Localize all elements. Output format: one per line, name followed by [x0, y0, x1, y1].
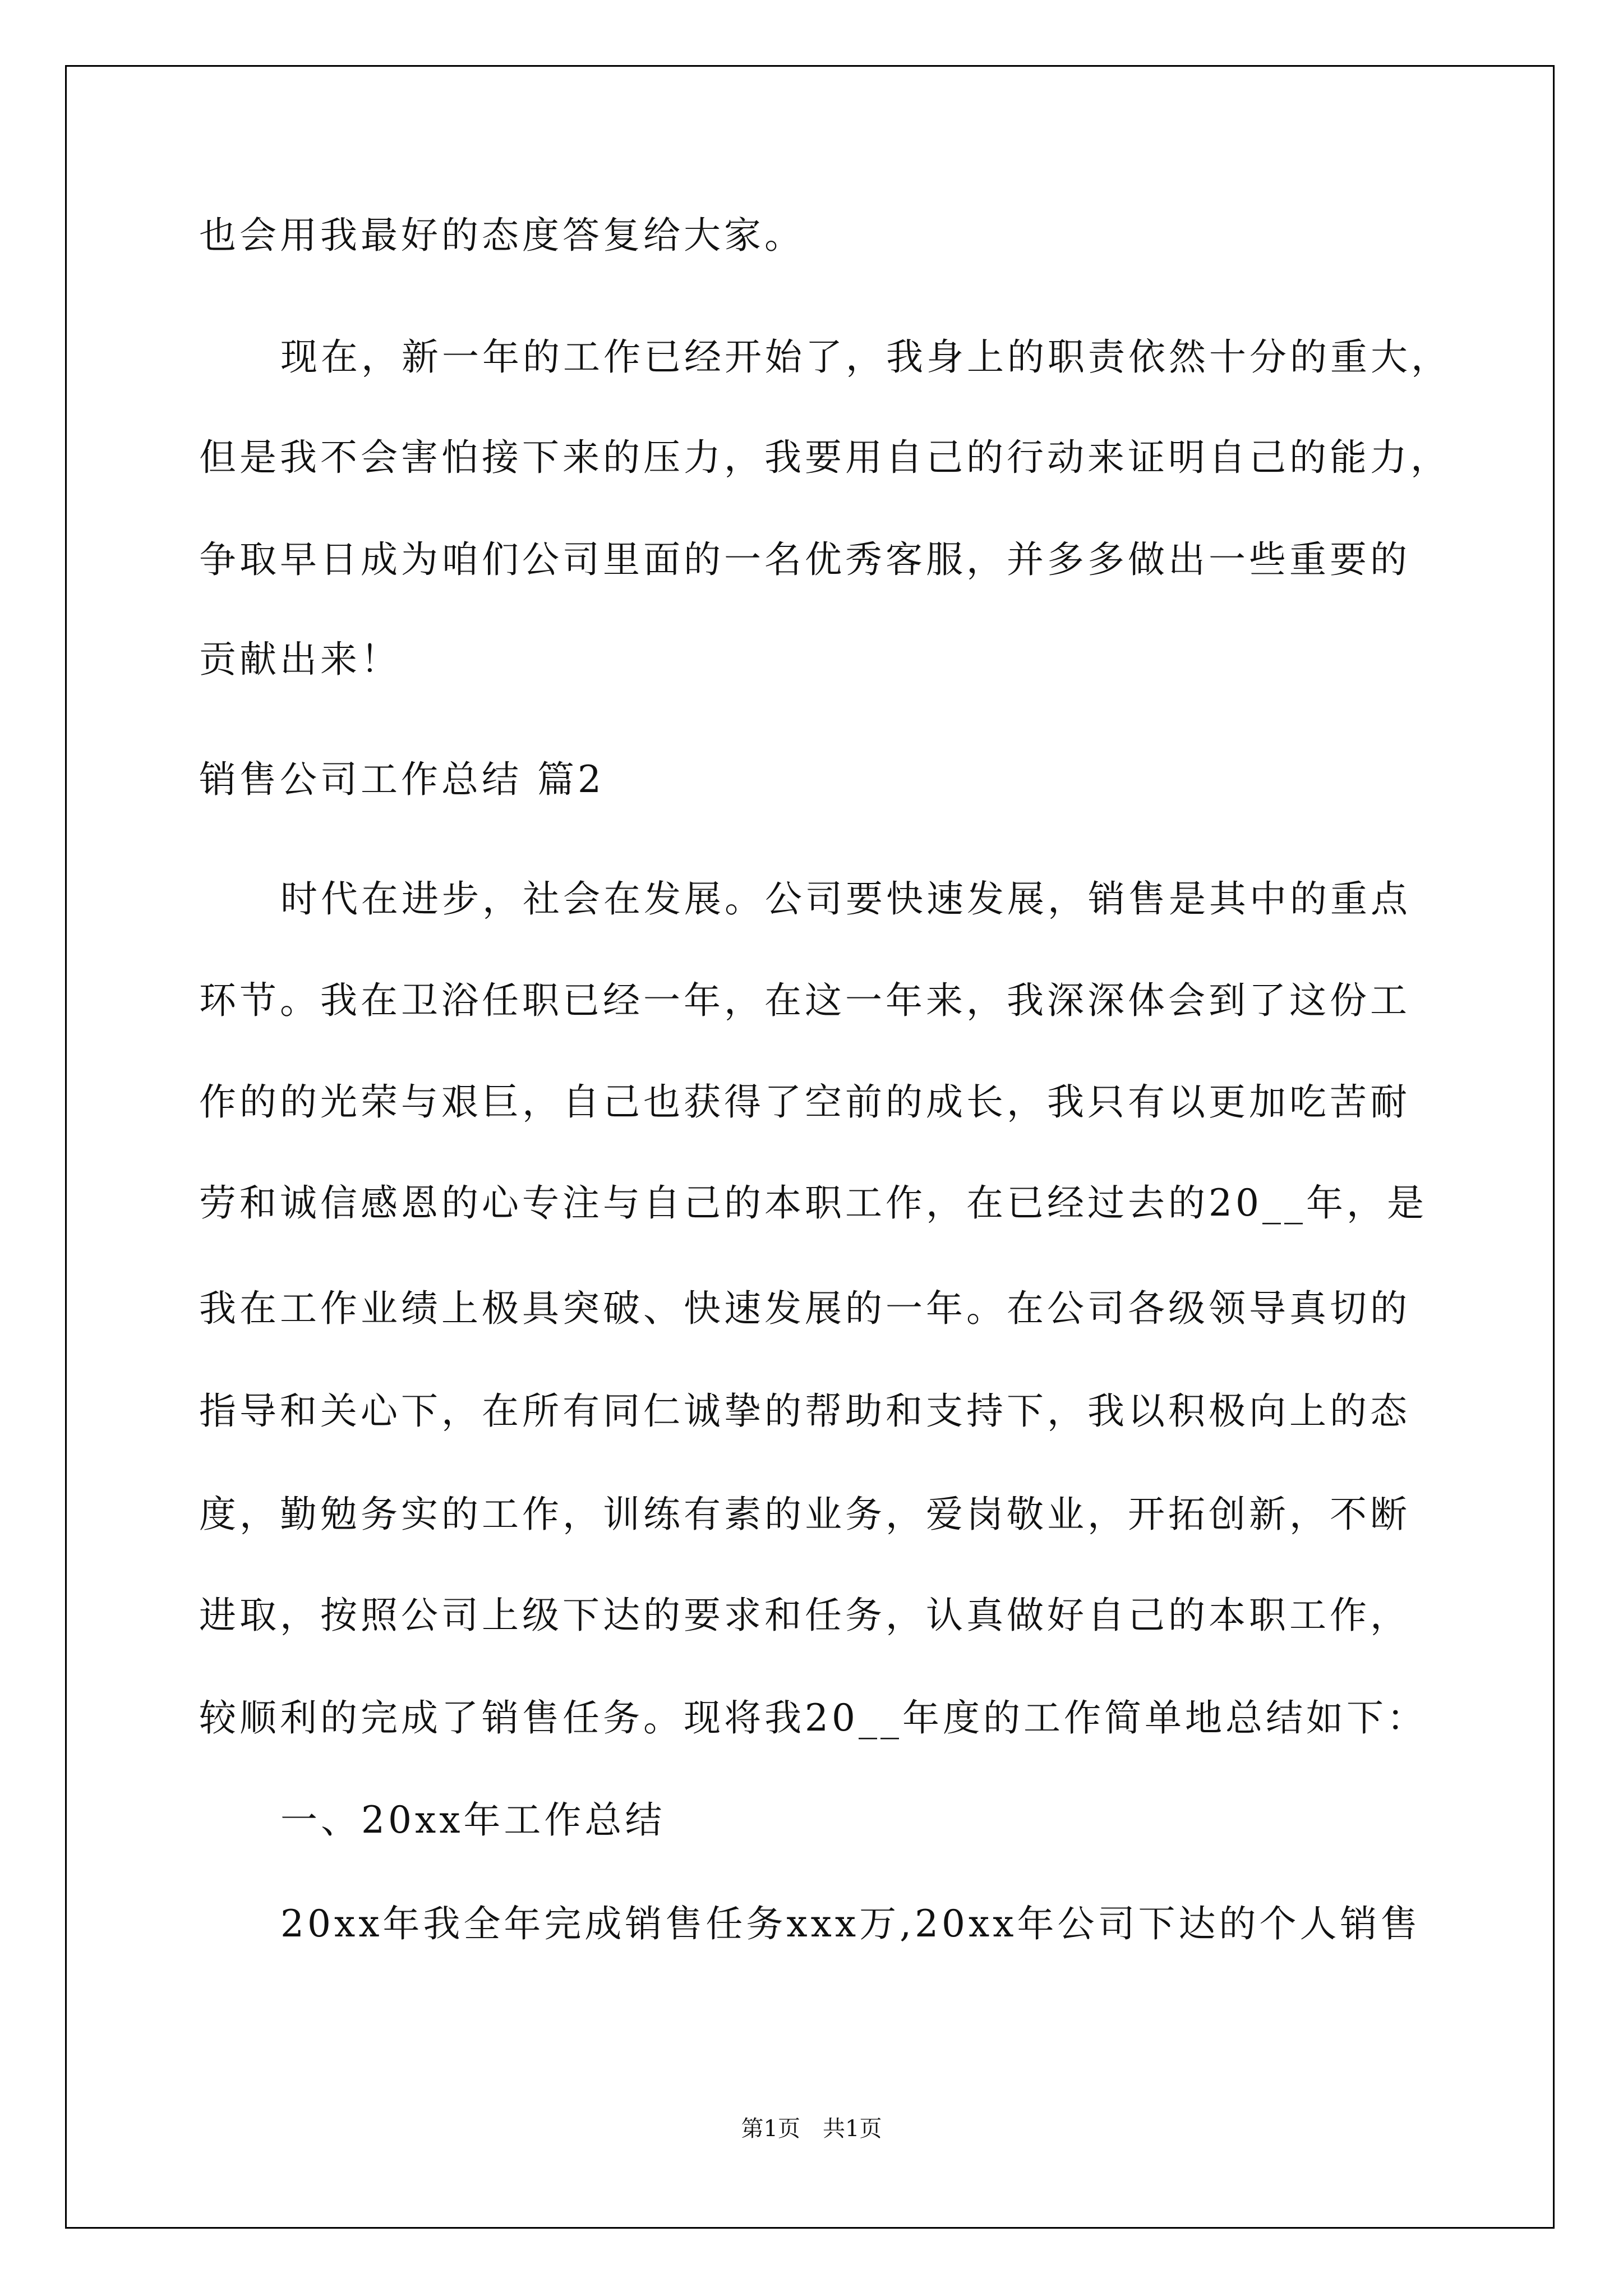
text-line: 但是我不会害怕接下来的压力，我要用自己的行动来证明自己的能力， — [199, 436, 1451, 479]
text-line: 进取，按照公司上级下达的要求和任务，认真做好自己的本职工作， — [199, 1594, 1410, 1637]
text-line: 我在工作业绩上极具突破、快速发展的一年。在公司各级领导真切的 — [199, 1287, 1410, 1330]
text-line: 争取早日成为咱们公司里面的一名优秀客服，并多多做出一些重要的 — [199, 538, 1410, 581]
text-line: 时代在进步，社会在发展。公司要快速发展，销售是其中的重点 — [280, 877, 1411, 921]
text-line: 较顺利的完成了销售任务。现将我20__年度的工作简单地总结如下： — [199, 1696, 1427, 1740]
text-line: 度，勤勉务实的工作，训练有素的业务，爱岗敬业，开拓创新，不断 — [199, 1493, 1410, 1536]
text-line: 环节。我在卫浴任职已经一年，在这一年来，我深深体会到了这份工 — [199, 979, 1410, 1022]
text-line: 作的的光荣与艰巨，自己也获得了空前的成长，我只有以更加吃苦耐 — [199, 1080, 1410, 1124]
text-line: 指导和关心下，在所有同仁诚挚的帮助和支持下，我以积极向上的态 — [199, 1389, 1410, 1433]
text-line: 贡献出来！ — [199, 638, 401, 681]
section-heading: 销售公司工作总结 篇2 — [199, 758, 605, 801]
text-line: 也会用我最好的态度答复给大家。 — [199, 214, 805, 257]
text-line: 20xx年我全年完成销售任务xxx万,20xx年公司下达的个人销售 — [280, 1902, 1421, 1945]
text-line: 现在，新一年的工作已经开始了，我身上的职责依然十分的重大， — [280, 335, 1451, 379]
text-line: 劳和诚信感恩的心专注与自己的本职工作，在已经过去的20__年，是 — [199, 1181, 1427, 1225]
page-footer: 第1页 共1页 — [741, 2116, 882, 2142]
subsection-heading: 一、20xx年工作总结 — [280, 1798, 666, 1842]
